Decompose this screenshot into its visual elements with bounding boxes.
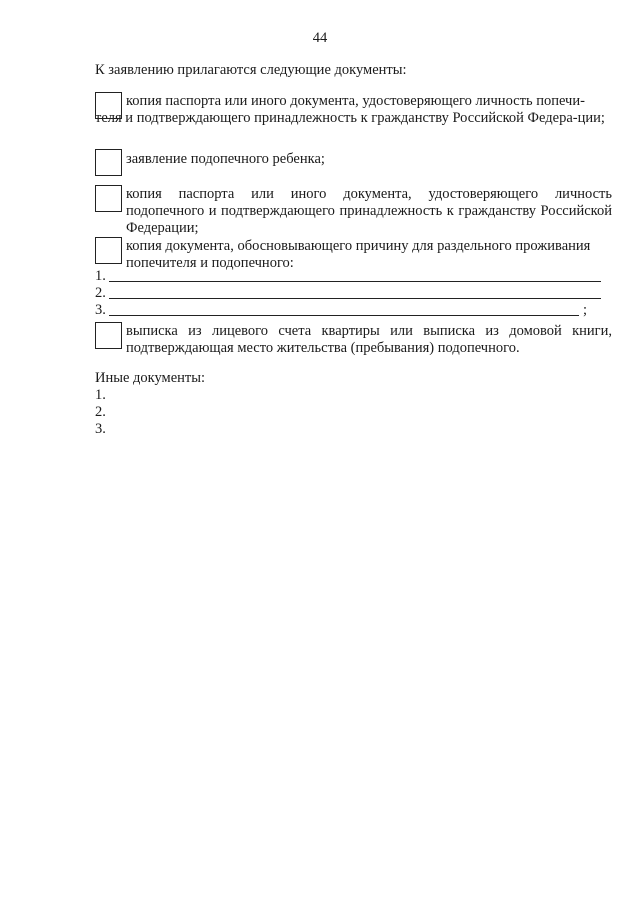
item-line1: копия документа, обосновывающего причину для раздельного проживания bbox=[126, 238, 591, 254]
checkbox-ward-statement[interactable] bbox=[95, 149, 122, 176]
item-line1: копия паспорта или иного документа, удостоверяющего личность bbox=[126, 186, 612, 202]
item-line1: выписка из лицевого счета квартиры или выписка из домовой книги, bbox=[126, 323, 612, 339]
page-number: 44 bbox=[312, 30, 328, 46]
item-line1: заявление подопечного ребенка; bbox=[126, 151, 325, 167]
item-line1: копия паспорта или иного документа, удостоверяющего личность попечи- bbox=[126, 93, 585, 109]
other-document-1: 1. bbox=[95, 387, 106, 403]
other-documents-title: Иные документы: bbox=[95, 370, 206, 386]
checkbox-passport-guardian[interactable] bbox=[95, 92, 122, 119]
attachment-item-separate-residence bbox=[95, 238, 612, 272]
attachment-item-passport-ward bbox=[95, 186, 612, 237]
checkbox-passport-ward[interactable] bbox=[95, 185, 122, 212]
item-rest: подтверждающая место жительства (пребывания) подопечного. bbox=[126, 340, 520, 356]
item-rest: теля и подтверждающего принадлежность к гражданству Российской Федера-ции; bbox=[95, 110, 605, 126]
blank-line-1[interactable] bbox=[95, 268, 109, 285]
checkbox-account-extract[interactable] bbox=[95, 322, 122, 349]
item-rest: попечителя и подопечного: bbox=[126, 255, 294, 271]
attachment-item-passport-guardian bbox=[95, 93, 612, 127]
attachments-intro: К заявлению прилагаются следующие документы: bbox=[95, 62, 407, 78]
blank-line-2[interactable] bbox=[95, 285, 109, 302]
other-document-2: 2. bbox=[95, 404, 106, 420]
blank-line-number: 2. bbox=[95, 285, 106, 301]
fill-in-rule[interactable] bbox=[109, 298, 601, 299]
attachment-item-account-extract bbox=[95, 323, 612, 357]
blank-line-number: 3. bbox=[95, 302, 106, 318]
item-rest: подопечного и подтверждающего принадлежность к гражданству Российской Федерации; bbox=[126, 203, 612, 236]
line-end-semicolon: ; bbox=[583, 302, 588, 318]
fill-in-rule[interactable] bbox=[109, 315, 579, 316]
blank-line-number: 1. bbox=[95, 268, 106, 284]
other-document-3: 3. bbox=[95, 421, 106, 437]
blank-line-3[interactable] bbox=[95, 302, 588, 319]
checkbox-separate-residence[interactable] bbox=[95, 237, 122, 264]
attachment-item-ward-statement bbox=[95, 150, 612, 168]
fill-in-rule[interactable] bbox=[109, 281, 601, 282]
